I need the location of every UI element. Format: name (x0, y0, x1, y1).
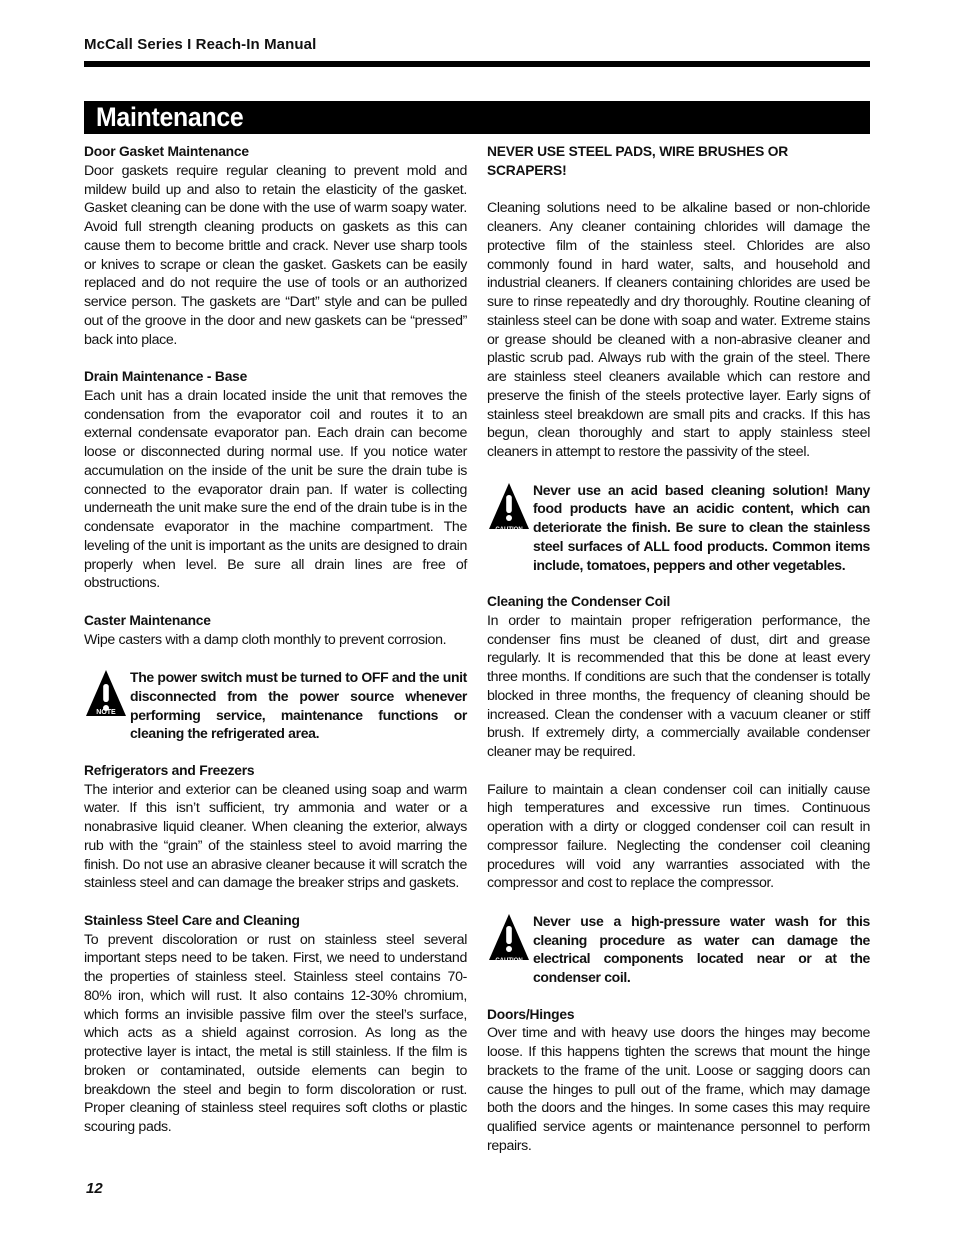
caution-block-water (487, 912, 870, 987)
drain-text: Each unit has a drain located inside the unit that removes the condensation from the evaporator coil and routes it to an external condensate evaporator pan. Each drain can become loose or disconnected during normal use. If you notice water accumulation on the inside of the unit be sure the drain tube is connected to the evaporator drain pan. If water is collecting underneath the unit make sure the end of the drain tube is in the condensate evaporator in the machine compartment. The leveling of the unit is important as the units are designed to drain properly when level. Be sure all drain lines are free of obstructions. (84, 387, 467, 592)
never-use-warning: NEVER USE STEEL PADS, WIRE BRUSHES OR SCRAPERS! (487, 144, 789, 178)
door-gasket-heading: Door Gasket Maintenance (84, 144, 249, 159)
manual-title: McCall Series I Reach-In Manual (84, 36, 317, 53)
note-block (84, 668, 467, 743)
condenser-failure-text: Failure to maintain a clean condenser coil can initially cause high temperatures and excessive run times. Continuous operation with a dirty or clogged condenser coil can result in compressor failure. Neglecting the condenser coil cleaning procedures will void any warranties associated with the compressor and cost to replace the compressor. (487, 781, 870, 892)
caution-label: CAUTION (495, 957, 523, 964)
condenser-heading: Cleaning the Condenser Coil (487, 594, 671, 609)
caster-text: Wipe casters with a damp cloth monthly to prevent corrosion. (84, 631, 447, 648)
section-banner (84, 101, 870, 134)
note-warning-icon (84, 668, 130, 724)
caution-acid-text: Never use an acid based cleaning solution! Many food products have an acidic content, which can deteriorate the finish. Be sure to clean the stainless steel surfaces of ALL food products. Common items include, tomatoes, peppers and other vegetables. (533, 481, 870, 573)
doors-heading: Doors/Hinges (487, 1006, 575, 1022)
condenser-text: In order to maintain proper refrigeration performance, the condenser fins must be cleaned of dust, dirt and grease regularly. It is recommended that this be done at least every three months. If conditions are such that the condenser is totally blocked in three months, the frequency of cleaning should be increased. Clean the condenser with a vacuum cleaner or stiff brush. If extremely dirty, a commercially available condenser cleaner may be required. (487, 612, 870, 760)
right-column (487, 143, 870, 1156)
stainless-heading: Stainless Steel Care and Cleaning (84, 912, 300, 928)
header-rule (84, 61, 870, 67)
caution-water-text: Never use a high-pressure water wash for this cleaning procedure as water can damage the electrical components located near or at the condenser coil. (533, 912, 870, 985)
doors-text: Over time and with heavy use doors the hinges may become loose. If this happens tighten the screws that mount the hinge brackets to the frame of the unit. Loose or sagging doors can cause the hinges to pull out of the frame, which may damage both the doors and the hinges. In some cases this may require qualified service agents or maintenance personnel to perform repairs. (487, 1025, 870, 1154)
caster-heading: Caster Maintenance (84, 612, 211, 628)
cleaning-solutions-text: Cleaning solutions need to be alkaline based or non-chloride cleaners. Any cleaner containing chlorides will damage the protective film of the stainless steel. Chlorides are also commonly found in hard water, salts, and household and industrial cleaners. If cleaners containing chlorides are used be sure to rinse repeatedly and dry thoroughly. Routine cleaning of stainless steel can be done with soap and water. Extreme stains or grease should be cleaned with a non-abrasive cleaner and plastic scrub pad. Always rub with the grain of the steel. There are stainless steel cleaners available which can restore and preserve the finish of the steels protective layer. Early signs of stainless steel breakdown are small pits and cracks. If this has begun, clean thoroughly and start to apply stainless steel cleaners in attempt to restore the passivity of the steel. (487, 200, 870, 460)
door-gasket-text: Door gaskets require regular cleaning to prevent mold and mildew build up and also to retain the elasticity of the gasket. Gasket cleaning can be done with the use of warm soapy water. Avoid full strength cleaning products on gaskets as this can cause them to become brittle and crack. Never use sharp tools or knives to scrape or clean the gasket. Gaskets can be easily replaced and do not require the use of tools or an authorized service person. The gaskets are “Dart” style and can be pulled out of the groove in the door and new gaskets can be “pressed” back into place. (84, 162, 467, 348)
refrigerators-text: The interior and exterior can be cleaned using soap and warm water. If this isn’t sufficient, try ammonia and water or a nonabrasive liquid cleaner. When cleaning the exterior, always rub with the “grain” of the stainless steel to avoid marring the finish. Do not use an abrasive cleaner because it will scratch the stainless steel and can damage the breaker strips and gaskets. (84, 781, 467, 892)
drain-heading: Drain Maintenance - Base (84, 369, 248, 384)
note-label: NOTE (96, 709, 116, 716)
refrigerators-heading: Refrigerators and Freezers (84, 762, 255, 778)
caution-label: CAUTION (495, 526, 523, 533)
caution-warning-icon (487, 481, 533, 537)
caution-warning-icon (487, 912, 533, 968)
section-title: Maintenance (96, 102, 244, 132)
note-text: The power switch must be turned to OFF and the unit disconnected from the power source whenever performing service, maintenance functions or cleaning the refrigerated area. (130, 669, 467, 742)
stainless-text: To prevent discoloration or rust on stainless steel several important steps need to be taken. First, we need to understand the properties of stainless steel. Stainless steel contains 70- 80% iron, which will rust. It also contains 12-30% chromium, which forms an invisible passive film over the steel’s surface, which acts as a shield against corrosion. As long as the protective layer is intact, the metal is still stainless. If the film is broken or contaminated, outside elements can begin to breakdown the steel and begin to form discoloration or rust. Proper cleaning of stainless steel requires soft cloths or plastic scouring pads. (84, 931, 467, 1135)
left-column (84, 143, 467, 1137)
caution-block-acid (487, 481, 870, 575)
page-number: 12 (86, 1180, 103, 1197)
